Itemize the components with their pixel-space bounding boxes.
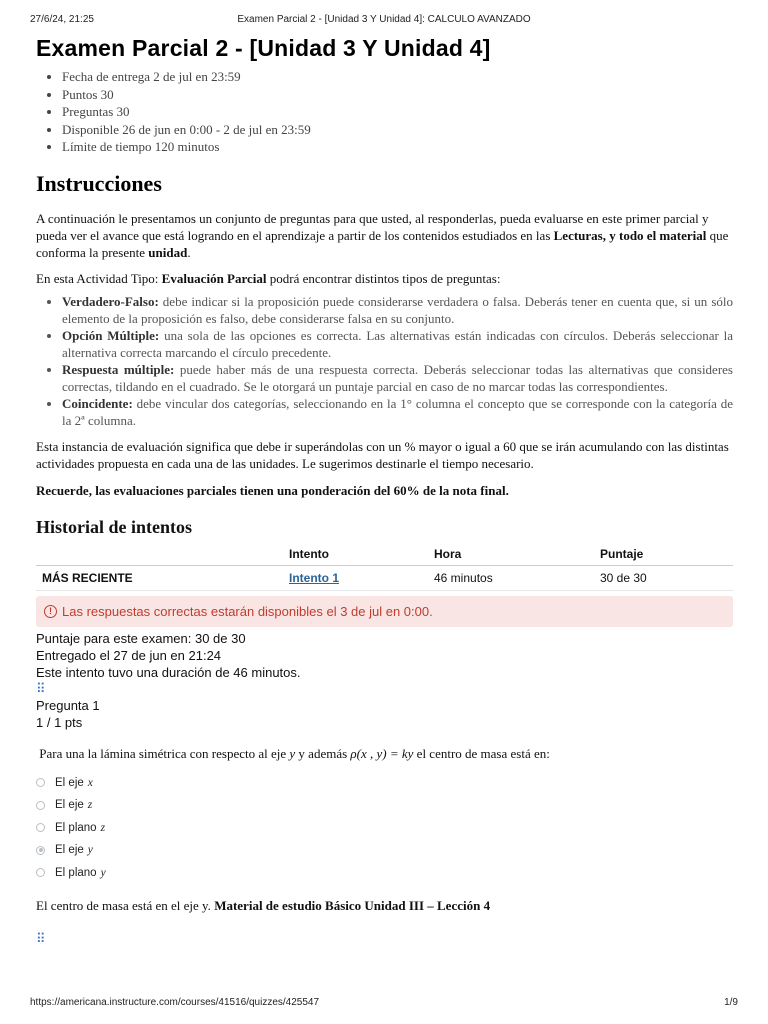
answer-option-selected[interactable]: El eje y: [36, 839, 733, 862]
meta-available: • Disponible 26 de jun en 0:00 - 2 de jul en 23:59: [62, 121, 733, 139]
meta-time-limit: • Límite de tiempo 120 minutos: [62, 138, 733, 156]
history-heading: Historial de intentos: [36, 516, 192, 537]
question-types-list: [36, 293, 733, 429]
print-url: https://americana.instructure.com/courses/41516/quizzes/425547: [30, 997, 320, 1008]
attempt-score: 30 de 30: [594, 565, 733, 590]
score-line: Puntaje para este examen: 30 de 30: [36, 630, 246, 646]
table-row: [36, 565, 733, 590]
answer-option[interactable]: El eje z: [36, 794, 733, 817]
attempt-time: 46 minutos: [428, 565, 594, 590]
answer-option[interactable]: El eje x: [36, 772, 733, 795]
type-multiple-answer: • Respuesta múltiple: puede haber más de una respuesta correcta. Deberás seleccionar todas las alternativas que consideres correctas, tildando en el cuadrado. Se le otorgará un puntaje parcial en caso de no marcar todas las correspondientes.: [62, 361, 733, 395]
type-multiple-choice: • Opción Múltiple: una sola de las opciones es correcta. Las alternativas están indicadas con círculos. Deberás seleccionar la alternativa correcta marcando el círculo precedente.: [62, 327, 733, 361]
notice-text: Las respuestas correctas estarán disponibles el 3 de jul en 0:00.: [62, 603, 433, 619]
instructions-paragraph-2: En esta Actividad Tipo: Evaluación Parcial podrá encontrar distintos tipos de preguntas:: [36, 270, 501, 286]
print-page-number: 1/9: [724, 997, 738, 1008]
meta-points: • Puntos 30: [62, 86, 733, 104]
next-question-handle-icon[interactable]: ⠿: [36, 931, 45, 946]
type-matching: • Coincidente: debe vincular dos categorías, seleccionando en la 1° columna el concepto que se corresponde con la categoría de la 2ª columna.: [62, 395, 733, 429]
col-score: Puntaje: [594, 543, 733, 566]
instructions-paragraph-1: A continuación le presentamos un conjunto de preguntas para que usted, al responderlas, pueda evaluarse en este primer parcial y pueda ver el avance que está logrando en el aprendizaje a partir de los contenidos estudiados en las Lecturas, y todo el material que conforma la presente unidad.: [36, 210, 729, 260]
print-header: [30, 14, 738, 28]
question-title: Pregunta 1: [36, 697, 100, 713]
warning-icon: !: [44, 605, 57, 618]
print-date: 27/6/24, 21:25: [30, 14, 94, 25]
col-attempt: Intento: [283, 543, 428, 566]
type-true-false: • Verdadero-Falso: debe indicar si la proposición puede considerarse verdadera o falsa. Deberás tener en cuenta que, si un sólo elemento de la proposición es falso, debe considerarse falsa en su conjunto.: [62, 293, 733, 327]
answer-feedback: El centro de masa está en el eje y. Material de estudio Básico Unidad III – Lección 4: [36, 898, 491, 913]
radio-button[interactable]: [36, 823, 45, 832]
question-text: Para una la lámina simétrica con respecto al eje y y además ρ(x , y) = ky el centro de masa está en:: [39, 745, 550, 761]
exam-meta-list: [36, 68, 733, 156]
instructions-paragraph-4: Recuerde, las evaluaciones parciales tienen una ponderación del 60% de la nota final.: [36, 482, 509, 498]
quiz-content: [36, 34, 733, 947]
radio-button[interactable]: [36, 868, 45, 877]
meta-due-date: • Fecha de entrega 2 de jul en 23:59: [62, 68, 733, 86]
question-header: [36, 697, 733, 731]
drag-handle-icon[interactable]: ⠿: [36, 680, 45, 696]
print-title: Examen Parcial 2 - [Unidad 3 Y Unidad 4]: CALCULO AVANZADO: [237, 14, 531, 25]
instructions-paragraph-3: Esta instancia de evaluación significa que debe ir superándolas con un % mayor o igual a 60 que se irán acumulando con las distintas actividades propuesta en cada una de las unidades. Le sugerimos destinarle el tiempo necesario.: [36, 438, 729, 471]
answer-option[interactable]: El plano y: [36, 862, 733, 885]
answer-options: [36, 772, 733, 885]
attempt-link[interactable]: Intento 1: [289, 570, 339, 585]
instructions-heading: Instrucciones: [36, 170, 162, 196]
print-footer: [30, 997, 738, 1011]
answer-option[interactable]: El plano z: [36, 817, 733, 840]
radio-button-selected[interactable]: [36, 846, 45, 855]
attempts-table: [36, 543, 733, 591]
attempt-summary: [36, 630, 733, 681]
page-title: Examen Parcial 2 - [Unidad 3 Y Unidad 4]: [36, 35, 491, 61]
radio-button[interactable]: [36, 778, 45, 787]
meta-questions: • Preguntas 30: [62, 103, 733, 121]
duration-line: Este intento tuvo una duración de 46 minutos.: [36, 664, 301, 680]
attempt-cell: [283, 565, 428, 590]
col-time: Hora: [428, 543, 594, 566]
attempts-header-row: [36, 543, 733, 566]
radio-button[interactable]: [36, 801, 45, 810]
answers-available-notice: [36, 596, 733, 627]
attempt-label: MÁS RECIENTE: [36, 565, 283, 590]
question-points: 1 / 1 pts: [36, 714, 83, 730]
density-formula: ρ(x , y) = ky: [350, 745, 414, 761]
submitted-line: Entregado el 27 de jun en 21:24: [36, 647, 222, 663]
col-blank: [36, 543, 283, 566]
